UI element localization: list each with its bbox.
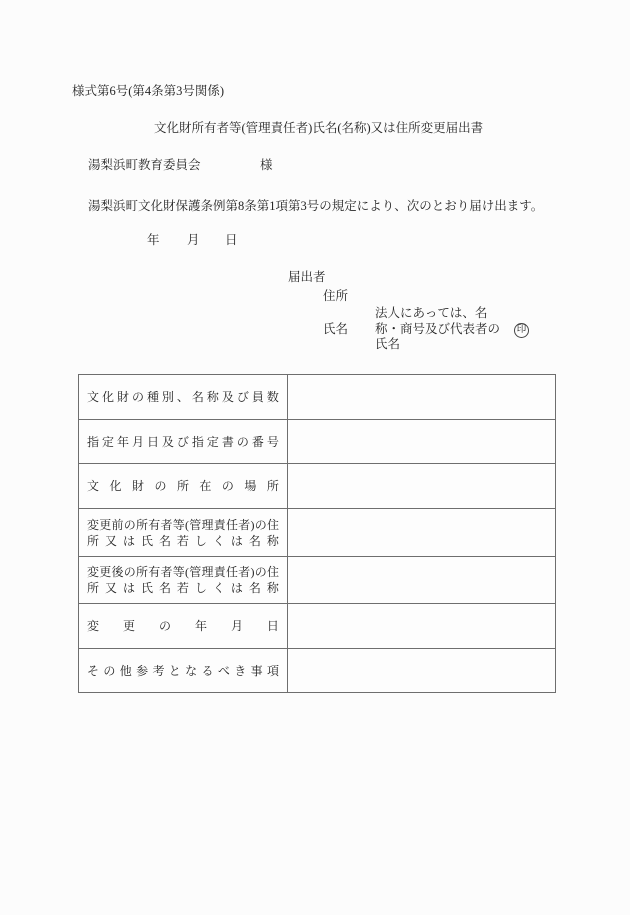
date-line (147, 233, 238, 248)
row-label-line: 指 定 年 月 日 及 び 指 定 書 の 番 号 (87, 434, 279, 449)
row-label-line: 文 化 財 の 所 在 の 場 所 (87, 479, 279, 493)
table-row (79, 508, 555, 556)
addressee-line (88, 158, 273, 173)
table-row (79, 375, 555, 419)
row-value-cell (288, 420, 555, 463)
table-row (79, 463, 555, 508)
date-day-label: 日 (225, 233, 238, 247)
row-value-cell (288, 604, 555, 648)
applicant-label: 届出者 (288, 270, 326, 284)
seal-stamp-icon: 印 (514, 323, 529, 338)
corporate-note (375, 306, 515, 353)
addressee-honorific: 様 (260, 158, 273, 172)
corporate-note-line: 氏名 (375, 337, 401, 351)
row-label (79, 375, 288, 419)
addressee-name: 湯梨浜町教育委員会 (88, 158, 201, 172)
row-label (79, 557, 288, 603)
row-label-line: 変 更 前 の 所 有 者 等 ( 管 理 責 任 者 ) の 住 (87, 517, 279, 532)
table-row (79, 648, 555, 692)
declaration-text: 湯梨浜町文化財保護条例第8条第1項第3号の規定により、次のとおり届け出ます。 (88, 199, 544, 213)
row-label (79, 464, 288, 508)
row-value-cell (288, 509, 555, 556)
row-label-line: 文 化 財 の 種 別 、 名 称 及 び 員 数 (87, 390, 279, 404)
form-number: 様式第6号(第4条第3号関係) (72, 84, 225, 98)
table-row (79, 603, 555, 648)
applicant-address-label: 住所 (323, 289, 349, 303)
table-row (79, 419, 555, 463)
row-label (79, 420, 288, 463)
row-label-line: 所 又 は 氏 名 若 し く は 名 称 (87, 581, 279, 595)
form-title: 文化財所有者等(管理責任者)氏名(名称)又は住所変更届出書 (154, 121, 484, 135)
applicant-name-label: 氏名 (323, 322, 349, 336)
row-label-line: 変 更 の 年 月 日 (87, 619, 279, 633)
date-month-label: 月 (187, 233, 200, 247)
row-value-cell (288, 557, 555, 603)
row-label (79, 509, 288, 556)
row-label-line: 変 更 後 の 所 有 者 等 ( 管 理 責 任 者 ) の 住 (87, 565, 279, 579)
table-row (79, 556, 555, 603)
row-value-cell (288, 375, 555, 419)
form-table (78, 374, 556, 693)
date-year-label: 年 (147, 233, 160, 247)
row-label-line: 所 又 は 氏 名 若 し く は 名 称 (87, 533, 279, 548)
row-label-line: そ の 他 参 考 と な る べ き 事 項 (87, 663, 279, 678)
corporate-note-line: 法人にあっては、名 (375, 306, 488, 320)
corporate-note-line: 称・商号及び代表者の (375, 321, 501, 336)
row-label (79, 604, 288, 648)
row-value-cell (288, 464, 555, 508)
row-value-cell (288, 649, 555, 692)
row-label (79, 649, 288, 692)
